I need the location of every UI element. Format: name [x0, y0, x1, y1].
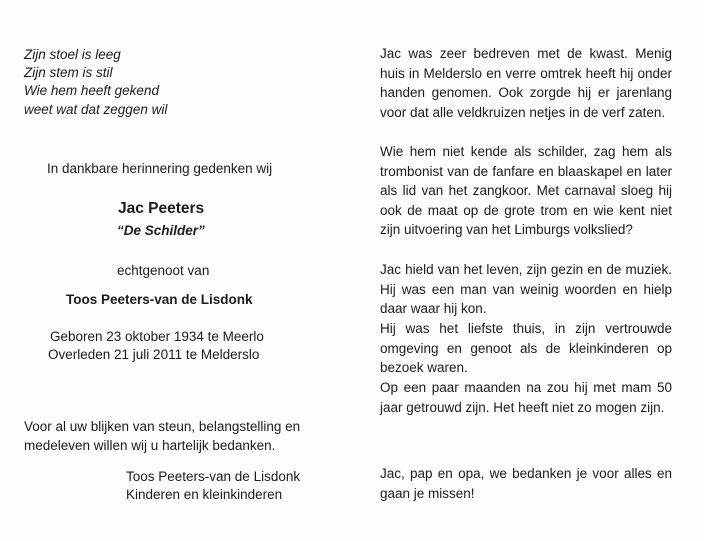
paragraph: Jac hield van het leven, zijn gezin en de muziek. Hij was een man van weinig woorden en hielp daar waar hij kon.	[380, 262, 672, 317]
paragraph: Jac was zeer bedreven met de kwast. Menig huis in Melderslo en verre omtrek heeft hij onder handen genomen. Ook zorgde hij er jarenlang voor dat alle veldkruizen netjes in de verf zaten.	[380, 46, 672, 120]
intro-text: In dankbare herinnering gedenken wij	[47, 161, 273, 176]
thanks-line: medeleven willen wij u hartelijk bedanken.	[24, 438, 276, 453]
spouse-intro: echtgenoot van	[117, 263, 210, 278]
deceased-name: Jac Peeters	[118, 200, 205, 217]
thanks-line: Voor al uw blijken van steun, belangstelling en	[24, 419, 301, 434]
poem-line: weet wat dat zeggen wil	[24, 102, 168, 117]
paragraph: Wie hem niet kende als schilder, zag hem als trombonist van de fanfare en blaaskapel en later als lid van het zangkoor. Met carnaval sloeg hij ook de maat op de grote trom en wie kent niet zijn uitvoering van het Limburgs volkslied?	[380, 144, 672, 238]
signature-line: Kinderen en kleinkinderen	[126, 487, 283, 502]
spouse-name: Toos Peeters-van de Lisdonk	[66, 292, 253, 307]
paragraph: Op een paar maanden na zou hij met mam 50 jaar getrouwd zijn. Het heeft niet zo mogen zijn.	[380, 380, 672, 415]
paragraph: Jac, pap en opa, we bedanken je voor alles en gaan je missen!	[380, 466, 672, 501]
paragraph: Hij was het liefste thuis, in zijn vertrouwde omgeving en genoot als de kleinkinderen op bezoek waren.	[380, 321, 672, 376]
poem-line: Zijn stoel is leeg	[24, 47, 121, 62]
birth-info: Geboren 23 oktober 1934 te Meerlo	[50, 329, 264, 344]
nickname: “De Schilder”	[117, 223, 205, 238]
poem-line: Wie hem heeft gekend	[24, 83, 159, 98]
poem-line: Zijn stem is stil	[24, 65, 113, 80]
death-info: Overleden 21 juli 2011 te Melderslo	[48, 347, 260, 362]
signature-line: Toos Peeters-van de Lisdonk	[126, 469, 301, 484]
